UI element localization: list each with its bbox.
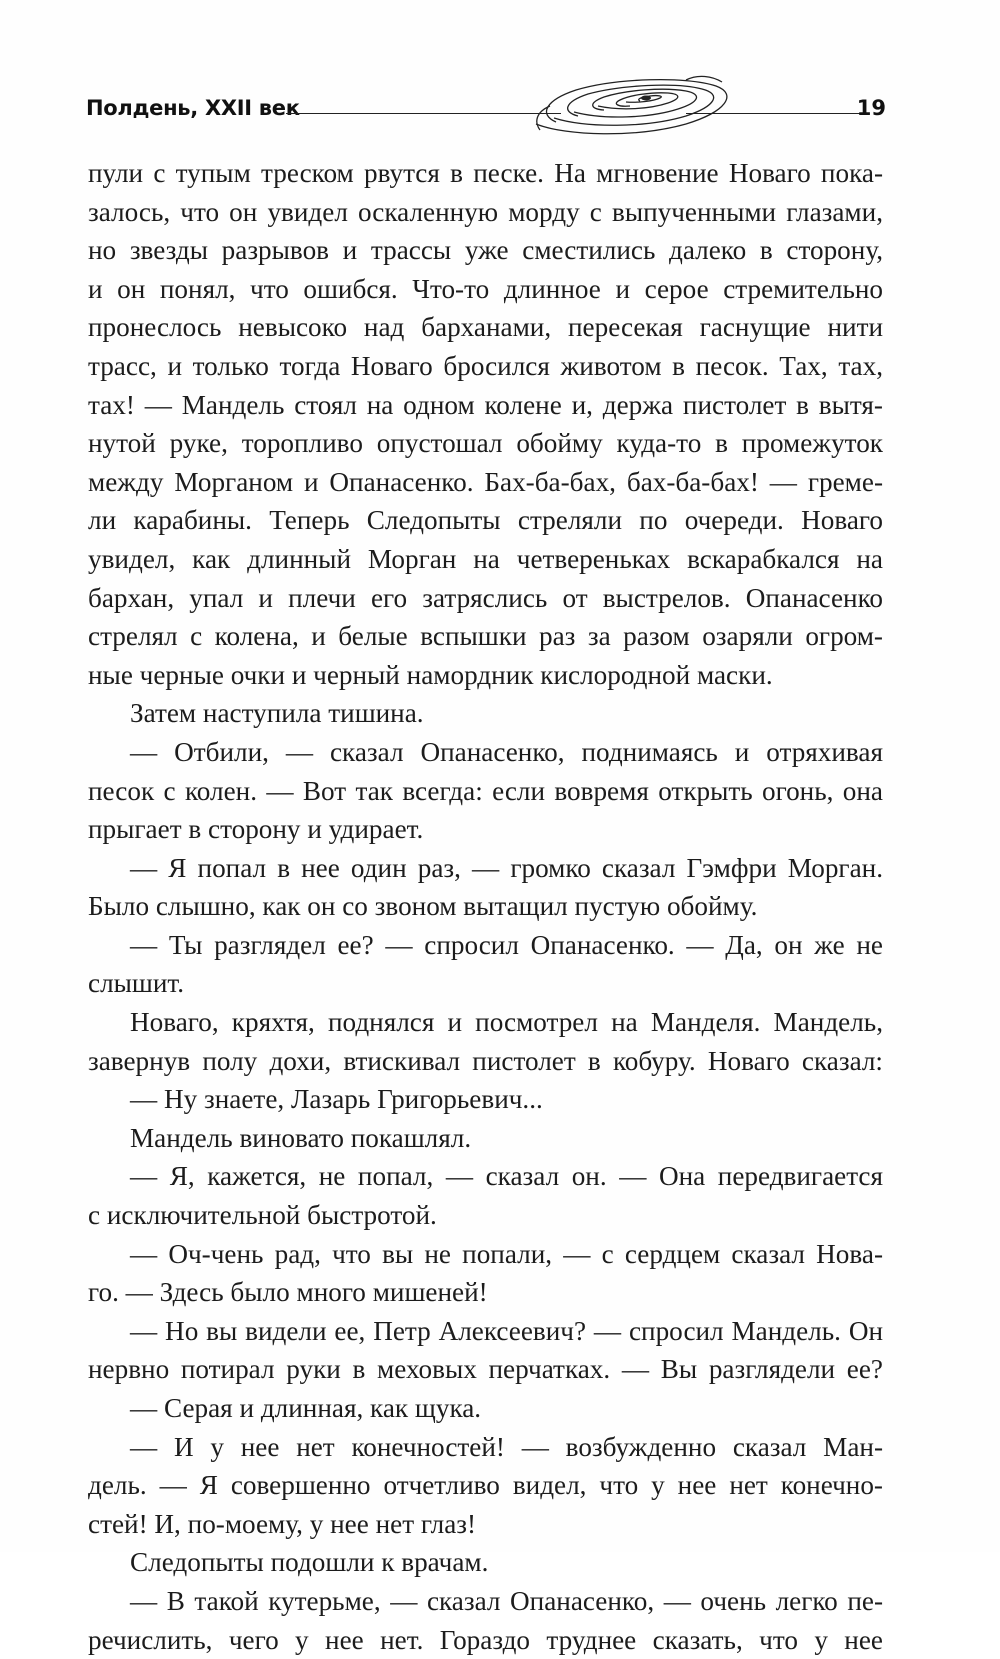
text-line: — Ну знаете, Лазарь Григорьевич... — [130, 1084, 543, 1115]
text-line: ли карабины. Теперь Следопыты стреляли по очереди. Новаго — [88, 505, 883, 536]
text-line: бархан, упал и плечи его затряслись от выстрелов. Опанасенко — [88, 582, 883, 613]
text-line: — Серая и длинная, как щука. — [130, 1393, 482, 1423]
header-rule-right — [686, 113, 866, 114]
text-line: пронеслось невысоко над барханами, пересекая гаснущие нити — [88, 312, 883, 343]
text-line: дель. — Я совершенно отчетливо видел, что у нее нет конечно- — [88, 1470, 883, 1501]
body-text — [88, 154, 883, 1659]
text-line: завернув полу дохи, втискивал пистолет в кобуру. Новаго сказал: — [88, 1045, 883, 1076]
text-line: — Ты разглядел ее? — спросил Опанасенко. — Да, он же не — [130, 929, 883, 960]
text-line: песок с колен. — Вот так всегда: если вовремя открыть огонь, она — [88, 775, 883, 806]
text-line: стей! И, по-моему, у нее нет глаз! — [88, 1508, 477, 1539]
text-line: нервно потирал руки в меховых перчатках. — Вы разглядели ее? — [88, 1354, 883, 1385]
text-line: тах! — Мандель стоял на одном колене и, держа пистолет в вытя- — [88, 389, 883, 420]
text-line: трасс, и только тогда Новаго бросился животом в песок. Тах, тах, — [88, 350, 883, 381]
text-line: — И у нее нет конечностей! — возбужденно сказал Ман- — [130, 1431, 883, 1462]
text-line: Новаго, кряхтя, поднялся и посмотрел на Манделя. Мандель, — [130, 1007, 883, 1038]
text-line: Следопыты подошли к врачам. — [130, 1547, 489, 1578]
text-line: Мандель виновато покашлял. — [130, 1122, 472, 1153]
text-line: — В такой кутерьме, — сказал Опанасенко, — очень легко пе- — [130, 1585, 883, 1616]
page-number: 19 — [856, 96, 886, 120]
text-line: ные черные очки и черный намордник кислородной маски. — [88, 659, 773, 690]
text-line: прыгает в сторону и удирает. — [88, 814, 424, 845]
text-line: Затем наступила тишина. — [130, 698, 424, 729]
text-line: стрелял с колена, и белые вспышки раз за разом озаряли огром- — [88, 621, 883, 652]
text-line: пули с тупым треском рвутся в песке. На мгновение Новаго пока- — [88, 158, 883, 188]
text-line: — Я, кажется, не попал, — сказал он. — Она передвигается — [130, 1161, 883, 1192]
text-line: и он понял, что ошибся. Что-то длинное и серое стремительно — [88, 273, 883, 304]
text-line: — Оч-чень рад, что вы не попали, — с сердцем сказал Нова- — [130, 1238, 883, 1269]
text-line: с исключительной быстротой. — [88, 1200, 437, 1231]
text-line: Было слышно, как он со звоном вытащил пустую обойму. — [88, 891, 758, 922]
text-line: — Но вы видели ее, Петр Алексеевич? — спросил Мандель. Он — [130, 1315, 883, 1346]
text-line: между Морганом и Опанасенко. Бах-ба-бах, бах-ба-бах! — греме- — [88, 466, 883, 497]
spiral-galaxy-icon — [526, 72, 746, 142]
text-line: залось, что он увидел оскаленную морду с выпученными глазами, — [88, 196, 883, 227]
text-line: го. — Здесь было много мишеней! — [88, 1277, 488, 1308]
text-line: речислить, чего у нее нет. Гораздо труднее сказать, что у нее — [88, 1624, 883, 1655]
text-line: но звезды разрывов и трассы уже сместились далеко в сторону, — [88, 235, 883, 266]
text-line: слышит. — [88, 968, 185, 999]
text-line: нутой руке, торопливо опустошал обойму куда-то в промежуток — [88, 428, 883, 459]
text-line: — Я попал в нее один раз, — громко сказал Гэмфри Морган. — [130, 852, 883, 883]
header-rule-left — [286, 113, 561, 114]
text-line: увидел, как длинный Морган на четвереньках вскарабкался на — [88, 543, 883, 574]
running-title: Полдень, XXII век — [86, 96, 300, 120]
page-header — [86, 88, 886, 132]
text-line: — Отбили, — сказал Опанасенко, поднимаясь и отряхивая — [130, 736, 883, 767]
